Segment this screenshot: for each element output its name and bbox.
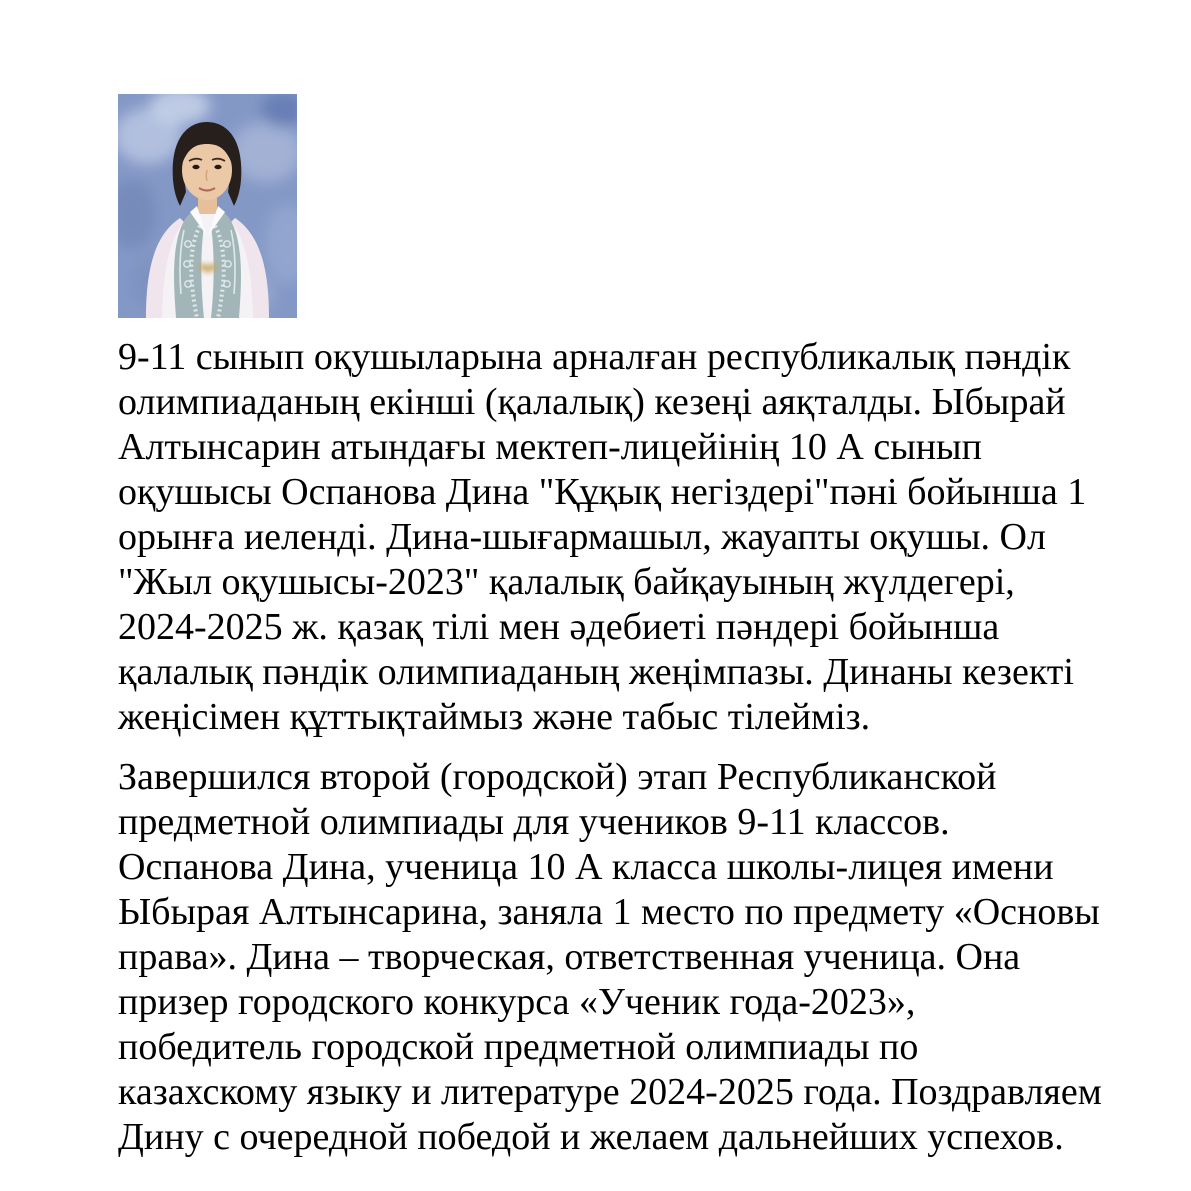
text-line: олимпиаданың екінші (қалалық) кезеңі аяқталды. Ыбырай bbox=[118, 381, 1066, 423]
text-line: Оспанова Дина, ученица 10 А класса школы-лицея имени bbox=[118, 846, 1054, 888]
text-line: Завершился второй (городской) этап Республиканской bbox=[118, 756, 997, 798]
text-line: оқушысы Оспанова Дина "Құқық негіздері"пәні бойынша 1 bbox=[118, 471, 1087, 513]
paragraph-kazakh bbox=[118, 335, 1178, 740]
text-line: казахскому языку и литературе 2024-2025 года. Поздравляем bbox=[118, 1071, 1102, 1113]
text-line: орынға иеленді. Дина-шығармашыл, жауапты оқушы. Ол bbox=[118, 516, 1046, 558]
text-line: Ыбырая Алтынсарина, заняла 1 место по предмету «Основы bbox=[118, 891, 1100, 933]
text-line: 2024-2025 ж. қазақ тілі мен әдебиеті пәндері бойынша bbox=[118, 606, 1000, 648]
text-line: победитель городской предметной олимпиады по bbox=[118, 1026, 919, 1068]
text-line: Дину с очередной победой и желаем дальнейших успехов. bbox=[118, 1116, 1064, 1158]
text-line: права». Дина – творческая, ответственная ученица. Она bbox=[118, 936, 1021, 978]
portrait-photo-graphic bbox=[118, 94, 297, 318]
text-line: жеңісімен құттықтаймыз және табыс тілейміз. bbox=[118, 696, 871, 738]
text-line: 9-11 сынып оқушыларына арналған республикалық пәндік bbox=[118, 336, 1071, 378]
article-body bbox=[118, 335, 1178, 1175]
text-line: "Жыл оқушысы-2023" қалалық байқауының жүлдегері, bbox=[118, 561, 1015, 603]
text-line: Алтынсарин атындағы мектеп-лицейінің 10 А сынып bbox=[118, 426, 982, 468]
paragraph-russian bbox=[118, 755, 1178, 1160]
text-line: предметной олимпиады для учеников 9-11 классов. bbox=[118, 801, 950, 843]
text-line: қалалық пәндік олимпиаданың жеңімпазы. Динаны кезекті bbox=[118, 651, 1074, 693]
text-line: призер городского конкурса «Ученик года-2023», bbox=[118, 981, 916, 1023]
student-photo bbox=[118, 94, 297, 318]
